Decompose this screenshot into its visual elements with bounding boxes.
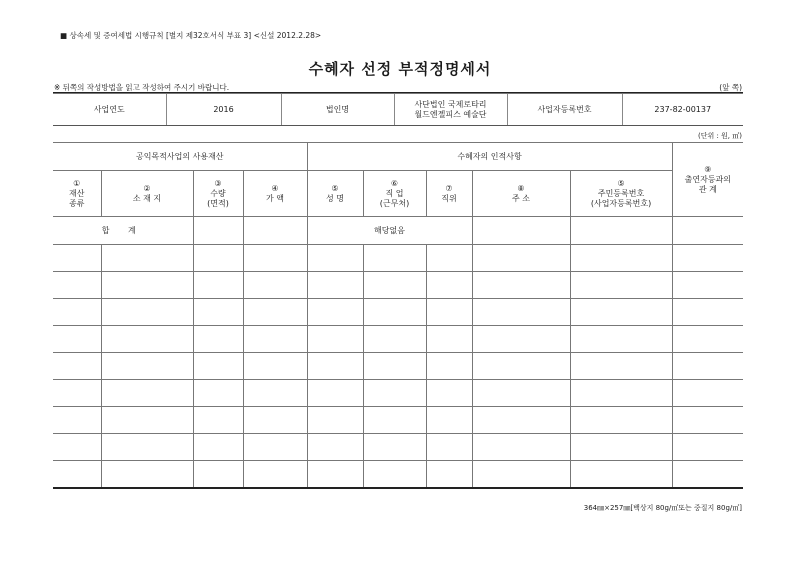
group-header-property: 공익목적사업의 사용재산 [53,143,307,171]
col-subtitle: (면적) [207,198,229,208]
col-header-quantity [193,171,243,217]
none-text: 해당없음 [307,217,472,245]
col-subtitle: 종류 [69,198,85,208]
total-cell [243,217,307,245]
col-number: ④ [271,183,279,193]
corp-value-line1: 사단법인 국제로타리 [414,99,487,109]
total-cell [570,217,672,245]
col-header-relation [672,143,743,217]
page-title: 수혜자 선정 부적정명세서 [308,60,492,78]
col-number: ⑤ [331,183,339,193]
col-number: ⑧ [517,183,525,193]
col-title: 소 재 지 [132,193,162,203]
table-row [53,407,743,434]
unit-label: (단위 : 원, ㎡) [697,132,742,140]
reg-label: 사업자등록번호 [507,94,622,126]
col-number: ⑤ [617,178,625,188]
reg-value: 237-82-00137 [622,94,743,126]
col-header-name [307,171,363,217]
col-number: ⑥ [390,178,399,188]
col-title: 가 액 [266,193,284,203]
col-title: 재산 [69,188,85,198]
paper-spec: 364㎜×257㎜[백상지 80g/㎡또는 중질지 80g/㎡] [583,504,742,512]
col-number: ② [143,183,151,193]
col-title: 주 소 [512,193,530,203]
form-reference: ■ 상속세 및 증여세법 시행규칙 [별지 제32호서식 부표 3] <신설 2012.2.28> [60,31,322,40]
table-row [53,461,743,488]
col-header-value [243,171,307,217]
year-value: 2016 [166,94,281,126]
corp-label: 법인명 [281,94,394,126]
table-row [53,353,743,380]
bottom-rule [53,487,743,489]
detail-table [53,142,743,488]
total-cell [193,217,243,245]
page-side: (앞 쪽) [719,83,742,92]
table-row [53,434,743,461]
col-header-position [426,171,472,217]
col-header-occupation [363,171,426,217]
col-title: 수량 [210,188,226,198]
corp-value-line2: 월드엔젤피스 예술단 [414,109,487,119]
table-row [53,272,743,299]
col-header-address [472,171,570,217]
col-subtitle: (사업자등록번호) [590,198,652,208]
table-row [53,299,743,326]
table-row [53,245,743,272]
year-label: 사업연도 [53,94,166,126]
total-cell [672,217,743,245]
total-cell [472,217,570,245]
instruction-note: ※ 뒤쪽의 작성방법을 읽고 작성하여 주시기 바랍니다. [54,83,230,92]
group-header-beneficiary: 수혜자의 인적사항 [307,143,672,171]
col-header-resident-number [570,171,672,217]
col-subtitle: 관 계 [698,184,717,194]
col-number: ① [73,178,81,188]
col-header-property-type [53,171,101,217]
corp-value [394,94,507,126]
table-row [53,380,743,407]
col-title: 성 명 [326,193,344,203]
col-number: ⑨ [704,164,712,174]
col-number: ③ [214,178,222,188]
col-title: 출연자등과의 [684,174,731,184]
col-title: 직위 [441,193,457,203]
col-title: 직 업 [385,188,404,198]
table-row [53,326,743,353]
info-bottom-rule [53,125,743,126]
total-label: 합 계 [53,217,193,245]
col-subtitle: (근무처) [379,198,410,208]
col-title: 주민등록번호 [597,188,645,198]
col-header-location [101,171,193,217]
info-table [53,93,743,126]
col-number: ⑦ [445,183,453,193]
